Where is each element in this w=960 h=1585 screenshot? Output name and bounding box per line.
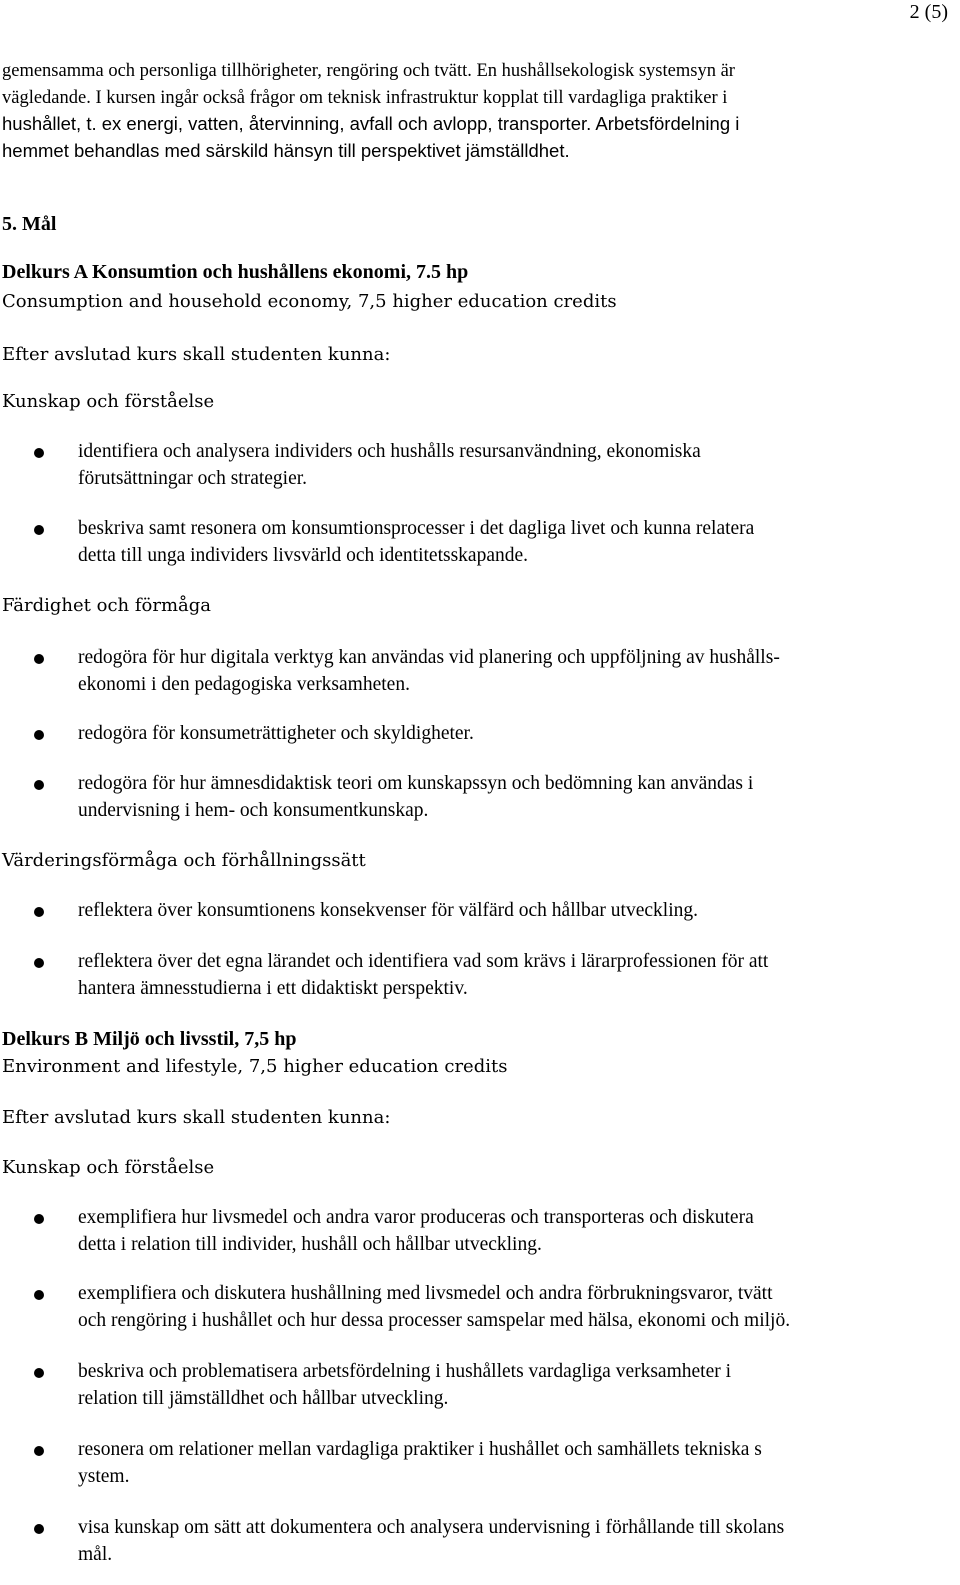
delkurs-b-title: Delkurs B Miljö och livsstil, 7,5 hp [2,1028,297,1050]
list-item: reflektera över det egna lärandet och identifiera vad som krävs i lärarprofessionen för att hantera ämnesstudierna i ett didaktiskt perspektiv. [78,951,769,999]
list-item: visa kunskap om sätt att dokumentera och analysera undervisning i förhållande till skolans mål. [78,1517,785,1565]
page-number: 2 (5) [909,1,948,23]
bullet-icon [34,780,44,790]
delkurs-a-knowledge-heading: Kunskap och förståelse [2,391,215,412]
delkurs-a-values-heading: Värderingsförmåga och förhållningssätt [2,850,366,871]
intro-line: hemmet behandlas med särskild hänsyn till perspektivet jämställdhet. [2,139,570,161]
bullet-icon [34,1214,44,1224]
delkurs-b-intro: Efter avslutad kurs skall studenten kunna: [2,1107,391,1128]
delkurs-b-knowledge-heading: Kunskap och förståelse [2,1157,215,1178]
list-item: beskriva och problematisera arbetsfördelning i hushållets vardagliga verksamheter i relation till jämställdhet och hållbar utveckling. [78,1361,732,1409]
delkurs-a-title: Delkurs A Konsumtion och hushållens ekonomi, 7.5 hp [2,261,469,283]
delkurs-b-english: Environment and lifestyle, 7,5 higher education credits [2,1056,508,1077]
bullet-icon [34,525,44,535]
list-item: identifiera och analysera individers och hushålls resursanvändning, ekonomiska förutsättningar och strategier. [78,441,701,489]
intro-line: gemensamma och personliga tillhörigheter, rengöring och tvätt. En hushållsekologisk systemsyn är [2,61,735,81]
list-item: reflektera över konsumtionens konsekvenser för välfärd och hållbar utveckling. [78,900,698,921]
bullet-icon [34,654,44,664]
list-item: resonera om relationer mellan vardagliga praktiker i hushållet och samhällets tekniska s ystem. [78,1439,762,1487]
bullet-icon [34,907,44,917]
delkurs-a-intro: Efter avslutad kurs skall studenten kunna: [2,344,391,365]
intro-paragraph [2,58,952,164]
list-item: beskriva samt resonera om konsumtionsprocesser i det dagliga livet och kunna relatera detta till unga individers livsvärld och identitetsskapande. [78,518,755,566]
bullet-icon [34,1446,44,1456]
delkurs-a-english: Consumption and household economy, 7,5 higher education credits [2,291,617,312]
bullet-icon [34,1368,44,1378]
bullet-icon [34,958,44,968]
intro-line: hushållet, t. ex energi, vatten, återvinning, avfall och avlopp, transporter. Arbetsfördelning i [2,113,740,134]
list-item: redogöra för hur ämnesdidaktisk teori om kunskapssyn och bedömning kan användas i undervisning i hem- och konsumentkunskap. [78,773,754,821]
section-heading: 5. Mål [2,213,57,235]
bullet-icon [34,1290,44,1300]
list-item: exemplifiera hur livsmedel och andra varor produceras och transporteras och diskutera detta i relation till individer, hushåll och hållbar utveckling. [78,1207,754,1255]
bullet-icon [34,730,44,740]
list-item: exemplifiera och diskutera hushållning med livsmedel och andra förbrukningsvaror, tvätt och rengöring i hushållet och hur dessa processer samspelar med hälsa, ekonomi och miljö. [78,1283,791,1331]
list-item: redogöra för hur digitala verktyg kan användas vid planering och uppföljning av hushålls- ekonomi i den pedagogiska verksamheten. [78,647,780,695]
intro-line: vägledande. I kursen ingår också frågor om teknisk infrastruktur kopplat till vardagliga praktiker i [2,87,728,108]
bullet-icon [34,448,44,458]
list-item: redogöra för konsumeträttigheter och skyldigheter. [78,723,474,744]
bullet-icon [34,1524,44,1534]
delkurs-a-skills-heading: Färdighet och förmåga [2,595,211,616]
